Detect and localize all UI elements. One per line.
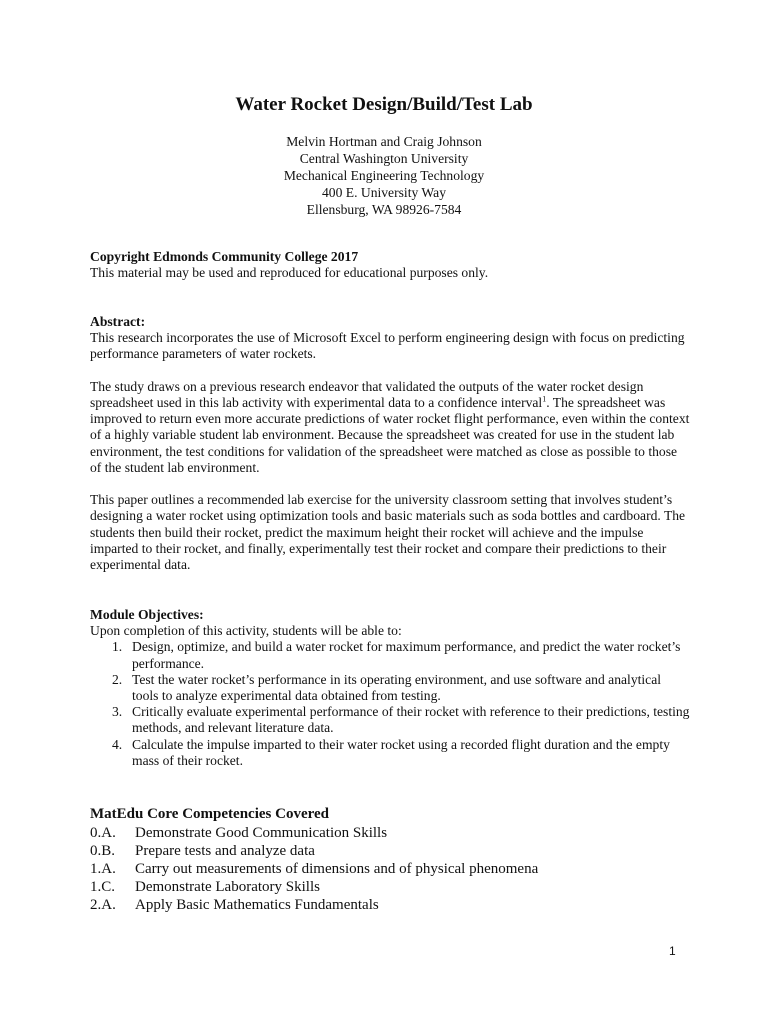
author-names: Melvin Hortman and Craig Johnson — [286, 134, 482, 149]
author-street: 400 E. University Way — [321, 185, 446, 200]
abstract-paragraph-2 — [90, 379, 690, 476]
competencies-heading: MatEdu Core Competencies Covered — [90, 806, 329, 822]
objective-text: Calculate the impulse imparted to their water rocket using a recorded flight duration and the empty mass of their rocket. — [132, 736, 670, 768]
competency-text: Demonstrate Laboratory Skills — [135, 879, 320, 895]
objective-text: Test the water rocket’s performance in its operating environment, and use software and analytical tools to analyze experimental data obtained from testing. — [132, 671, 662, 704]
competency-item — [90, 878, 538, 896]
competency-text: Carry out measurements of dimensions and of physical phenomena — [135, 861, 539, 877]
objective-text: Critically evaluate experimental performance of their rocket with reference to their predictions, testing methods, and relevant literature data. — [132, 704, 690, 736]
competency-item — [90, 896, 538, 914]
copyright-text: This material may be used and reproduced for educational purposes only. — [90, 265, 489, 281]
competency-text: Demonstrate Good Communication Skills — [135, 825, 388, 841]
objective-number: 3. — [112, 704, 123, 720]
objective-number: 2. — [112, 671, 123, 687]
abstract-paragraph-2-start: The study draws on a previous research endeavor that validated the outputs of the water rocket design spreadsheet used in this lab activity with experimental data to a confidence interval — [90, 378, 644, 410]
competency-code: 0.B. — [90, 843, 116, 859]
objective-text: Design, optimize, and build a water rocket for maximum performance, and predict the water rocket’s performance. — [132, 639, 681, 671]
competency-code: 2.A. — [90, 897, 116, 913]
competency-code: 0.A. — [90, 825, 116, 841]
author-department: Mechanical Engineering Technology — [283, 168, 485, 183]
competency-text: Prepare tests and analyze data — [135, 843, 315, 859]
copyright-heading: Copyright Edmonds Community College 2017 — [90, 249, 359, 264]
abstract-paragraph-2-end: . The spreadsheet was improved to return even more accurate predictions of water rocket flight performance, even within the context of a highly variable student lab environment. Because the spreadsheet was created for use in the student lab environment, the test conditions for validation of the spreadsheet were matched as close as possible to those of the student lab environment. — [90, 395, 690, 475]
objectives-intro: Upon completion of this activity, students will be able to: — [90, 623, 402, 639]
objectives-list — [90, 639, 690, 769]
competency-text: Apply Basic Mathematics Fundamentals — [135, 897, 379, 913]
abstract-heading: Abstract: — [90, 314, 146, 329]
objective-item — [90, 704, 690, 736]
abstract-paragraph-3: This paper outlines a recommended lab exercise for the university classroom setting that involves student’s designing a water rocket using optimization tools and basic materials such as soda bottles and cardboard. The students then build their rocket, predict the maximum height their rocket will achieve and the impulse imparted to their rocket, and finally, experimentally test their rocket and compare their predictions to their experimental data. — [90, 492, 686, 573]
objective-item — [90, 639, 690, 671]
abstract-paragraph-1: This research incorporates the use of Microsoft Excel to perform engineering design with focus on predicting performance parameters of water rockets. — [90, 330, 685, 362]
copyright-section — [90, 249, 690, 281]
footnote-reference[interactable]: 1 — [542, 394, 547, 404]
objective-item — [90, 737, 690, 769]
competencies-list — [90, 824, 538, 914]
author-city: Ellensburg, WA 98926-7584 — [306, 202, 462, 217]
objective-item — [90, 672, 690, 704]
document-title: Water Rocket Design/Build/Test Lab — [235, 94, 533, 115]
competency-item — [90, 842, 538, 860]
objectives-heading: Module Objectives: — [90, 607, 204, 622]
objective-number: 4. — [112, 736, 123, 752]
competency-code: 1.A. — [90, 861, 116, 877]
competency-item — [90, 824, 538, 842]
competency-code: 1.C. — [90, 879, 116, 895]
competency-item — [90, 860, 538, 878]
author-university: Central Washington University — [299, 151, 469, 166]
abstract-section — [90, 314, 690, 573]
author-block — [0, 133, 768, 218]
objectives-section — [90, 607, 690, 769]
page-number: 1 — [669, 944, 676, 958]
objective-number: 1. — [112, 639, 123, 655]
